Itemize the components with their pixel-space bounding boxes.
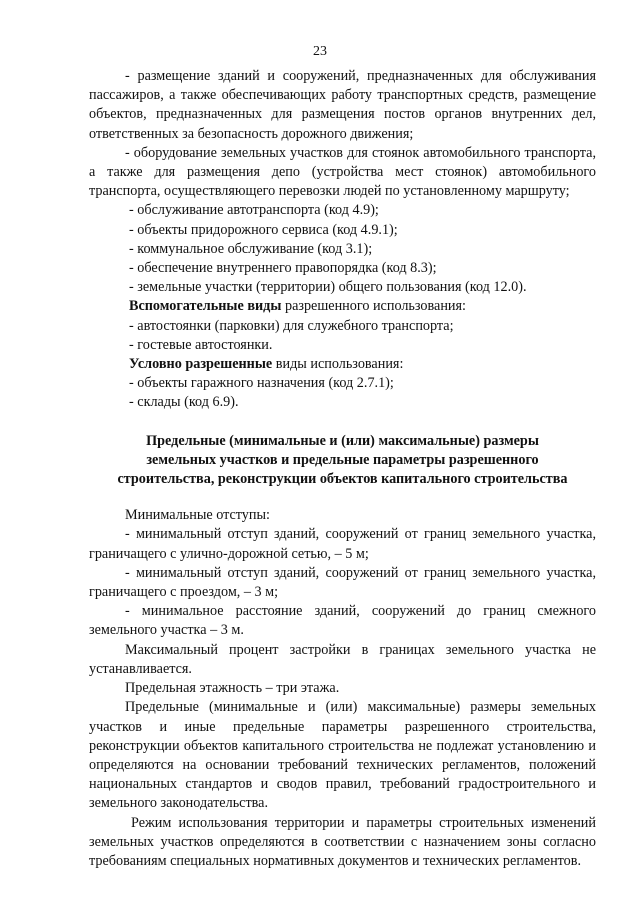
list-item: - оборудование земельных участков для стоянок автомобильного транспорта, а также для размещения депо (устройства мест стоянок) автомобильного транспорта, осуществляющего перевозки людей по установленному маршруту; [89,144,596,200]
list-item: - объекты придорожного сервиса (код 4.9.1); [129,221,398,238]
conditional-uses-title [89,355,596,374]
max-percent-paragraph: Максимальный процент застройки в границах земельного участка не устанавливается. [89,641,596,677]
list-item: - земельные участки (территории) общего пользования (код 12.0). [129,279,527,296]
floors-paragraph: Предельная этажность – три этажа. [125,680,340,697]
page-number: 23 [313,44,327,59]
conditional-uses-title-bold: Условно разрешенные [129,356,273,373]
list-item: - размещение зданий и сооружений, предназначенных для обслуживания пассажиров, а также обеспечивающих работу транспортных средств, размещение объектов, предназначенных для размещения постов органов внутренних дел, ответственных за безопасность дорожного движения; [89,68,596,142]
list-item: - объекты гаражного назначения (код 2.7.1); [129,375,394,392]
list-item: - обеспечение внутреннего правопорядка (код 8.3); [129,260,437,277]
aux-uses-title-rest: разрешенного использования: [281,298,466,315]
document-body [89,67,596,871]
setback-item: - минимальное расстояние зданий, сооружений до границ смежного земельного участка – 3 м. [89,603,596,639]
section-heading [89,432,596,490]
sizes-paragraph: Предельные (минимальные и (или) максимальные) размеры земельных участков и иные предельные параметры разрешенного строительства, реконструкции объектов капитального строительства не подлежат установлению и определяются на основании требований технических регламентов, положений национальных стандартов и сводов правил, требований градостроительного и земельного законодательства. [89,699,596,812]
list-item: - гостевые автостоянки. [129,336,273,353]
aux-uses-title [89,297,596,316]
regime-paragraph: Режим использования территории и параметры строительных изменений земельных участков определяются в соответствии с назначением зоны согласно требованиям специальных нормативных документов и технических регламентов. [89,814,596,869]
list-item: - коммунальное обслуживание (код 3.1); [129,240,373,257]
min-setbacks-label: Минимальные отступы: [125,507,270,524]
setback-item: - минимальный отступ зданий, сооружений от границ земельного участка, граничащего с улично-дорожной сетью, – 5 м; [89,526,596,562]
section-heading-line: Предельные (минимальные и (или) максимальные) размеры [146,432,539,449]
section-heading-line: земельных участков и предельные параметры разрешенного [146,451,539,468]
list-item: - автостоянки (парковки) для служебного транспорта; [129,317,454,334]
list-item: - склады (код 6.9). [129,394,239,411]
section-heading-line: строительства, реконструкции объектов капитального строительства [117,471,568,488]
list-item: - обслуживание автотранспорта (код 4.9); [129,202,379,219]
aux-uses-title-bold: Вспомогательные виды [129,298,282,315]
setback-item: - минимальный отступ зданий, сооружений от границ земельного участка, граничащего с проездом, – 3 м; [89,564,596,601]
conditional-uses-title-rest: виды использования: [272,356,404,373]
